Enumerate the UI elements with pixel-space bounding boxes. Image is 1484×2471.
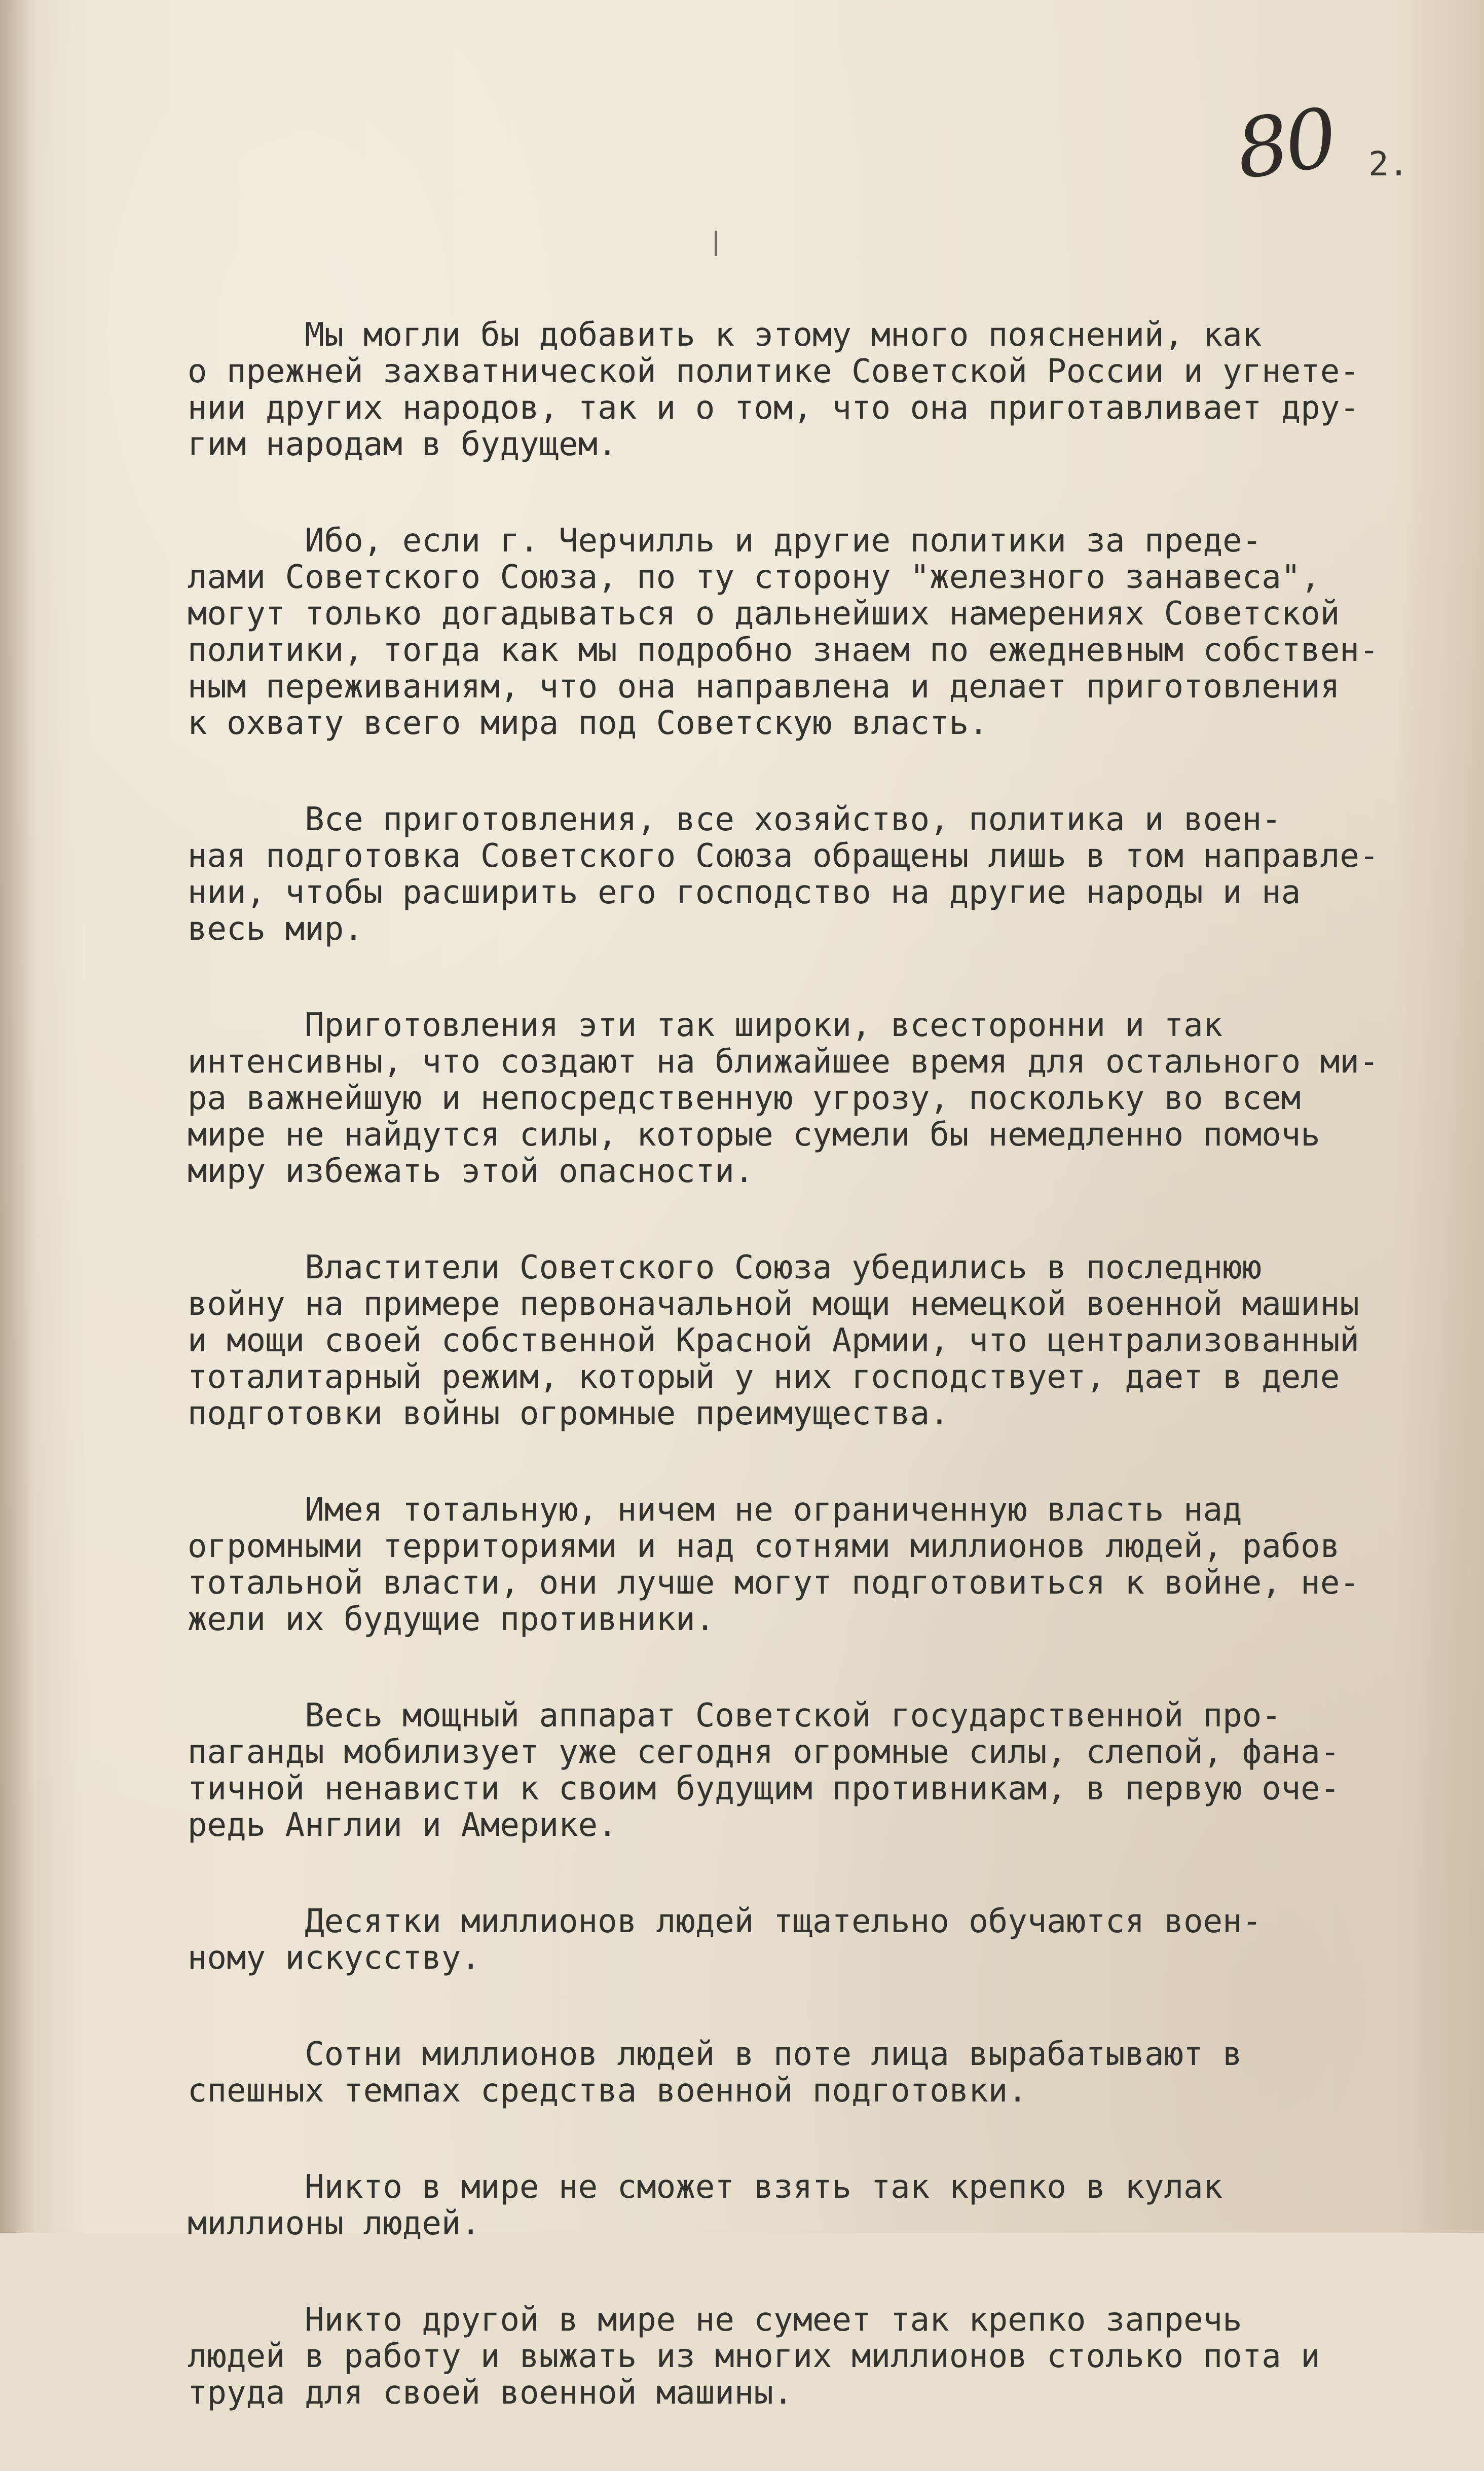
text-line: о прежней захватнической политике Советской России и угнете-	[188, 353, 1359, 390]
paragraph	[188, 2169, 1444, 2242]
text-line: политики, тогда как мы подробно знаем по ежедневным собствен-	[188, 632, 1379, 669]
paragraph	[188, 1698, 1444, 1843]
text-line: ра важнейшую и непосредственную угрозу, поскольку во всем	[188, 1080, 1301, 1117]
text-line: Сотни миллионов людей в поте лица вырабатывают в	[188, 2036, 1242, 2073]
text-line: Мы могли бы добавить к этому много пояснений, как	[188, 316, 1262, 354]
text-line: интенсивны, что создают на ближайшее время для остального ми-	[188, 1043, 1379, 1081]
text-line: труда для своей военной машины.	[188, 2374, 793, 2412]
document-body	[188, 317, 1444, 2471]
paragraph	[188, 2302, 1444, 2411]
text-line: войну на примере первоначальной мощи немецкой военной машины	[188, 1285, 1359, 1323]
text-line: к охвату всего мира под Советскую власть.	[188, 705, 988, 742]
text-line: миру избежать этой опасности.	[188, 1153, 754, 1190]
handwritten-folio-number: 80	[1230, 90, 1340, 198]
text-line: нии, чтобы расширить его господство на другие народы и на	[188, 874, 1301, 911]
text-line: тотальной власти, они лучше могут подготовиться к войне, не-	[188, 1564, 1359, 1602]
paragraph	[188, 1249, 1444, 1432]
text-line: огромными территориями и над сотнями миллионов людей, рабов	[188, 1528, 1340, 1565]
text-line: Весь мощный аппарат Советской государственной про-	[188, 1697, 1281, 1735]
text-line: могут только догадываться о дальнейших намерениях Советской	[188, 595, 1340, 633]
text-line: весь мир.	[188, 910, 363, 948]
paragraph	[188, 523, 1444, 742]
text-line: Все приготовления, все хозяйство, политика и воен-	[188, 801, 1281, 838]
text-line: мире не найдутся силы, которые сумели бы немедленно помочь	[188, 1116, 1320, 1154]
text-line: и мощи своей собственной Красной Армии, что централизованный	[188, 1322, 1359, 1359]
page-edge-shadow	[0, 0, 35, 2233]
text-line: Имея тотальную, ничем не ограниченную власть над	[188, 1491, 1242, 1529]
text-line: ному искусству.	[188, 1939, 480, 1977]
text-line: Никто в мире не сможет взять так крепко в кулак	[188, 2168, 1223, 2206]
text-line: жели их будущие противники.	[188, 1601, 715, 1638]
paragraph	[188, 2036, 1444, 2109]
paragraph	[188, 1903, 1444, 1976]
text-line: Ибо, если г. Черчилль и другие политики за преде-	[188, 522, 1262, 560]
paragraph	[188, 801, 1444, 947]
paragraph	[188, 317, 1444, 463]
text-line: подготовки войны огромные преимущества.	[188, 1395, 949, 1432]
page-number: 2.	[1368, 144, 1409, 183]
text-line: ная подготовка Советского Союза обращены лишь в том направле-	[188, 837, 1379, 875]
text-line: паганды мобилизует уже сегодня огромные силы, слепой, фана-	[188, 1734, 1340, 1771]
text-line: Никто другой в мире не сумеет так крепко запречь	[188, 2301, 1242, 2339]
pencil-mark	[715, 231, 717, 256]
text-line: нии других народов, так и о том, что она приготавливает дру-	[188, 389, 1359, 427]
text-line: тоталитарный режим, который у них господствует, дает в деле	[188, 1358, 1340, 1396]
text-line: Приготовления эти так широки, всесторонни и так	[188, 1007, 1223, 1044]
text-line: ным переживаниям, что она направлена и делает приготовления	[188, 668, 1340, 706]
text-line: редь Англии и Америке.	[188, 1806, 617, 1844]
text-line: людей в работу и выжать из многих миллионов столько пота и	[188, 2338, 1320, 2375]
text-line: миллионы людей.	[188, 2205, 480, 2242]
paragraph	[188, 1492, 1444, 1638]
text-line: лами Советского Союза, по ту сторону "железного занавеса",	[188, 559, 1320, 596]
text-line: Властители Советского Союза убедились в последнюю	[188, 1249, 1262, 1286]
text-line: тичной ненависти к своим будущим противникам, в первую оче-	[188, 1770, 1340, 1808]
text-line: Десятки миллионов людей тщательно обучаются воен-	[188, 1903, 1262, 1940]
paragraph	[188, 1007, 1444, 1190]
text-line: спешных темпах средства военной подготовки.	[188, 2072, 1027, 2110]
text-line: гим народам в будущем.	[188, 426, 617, 463]
